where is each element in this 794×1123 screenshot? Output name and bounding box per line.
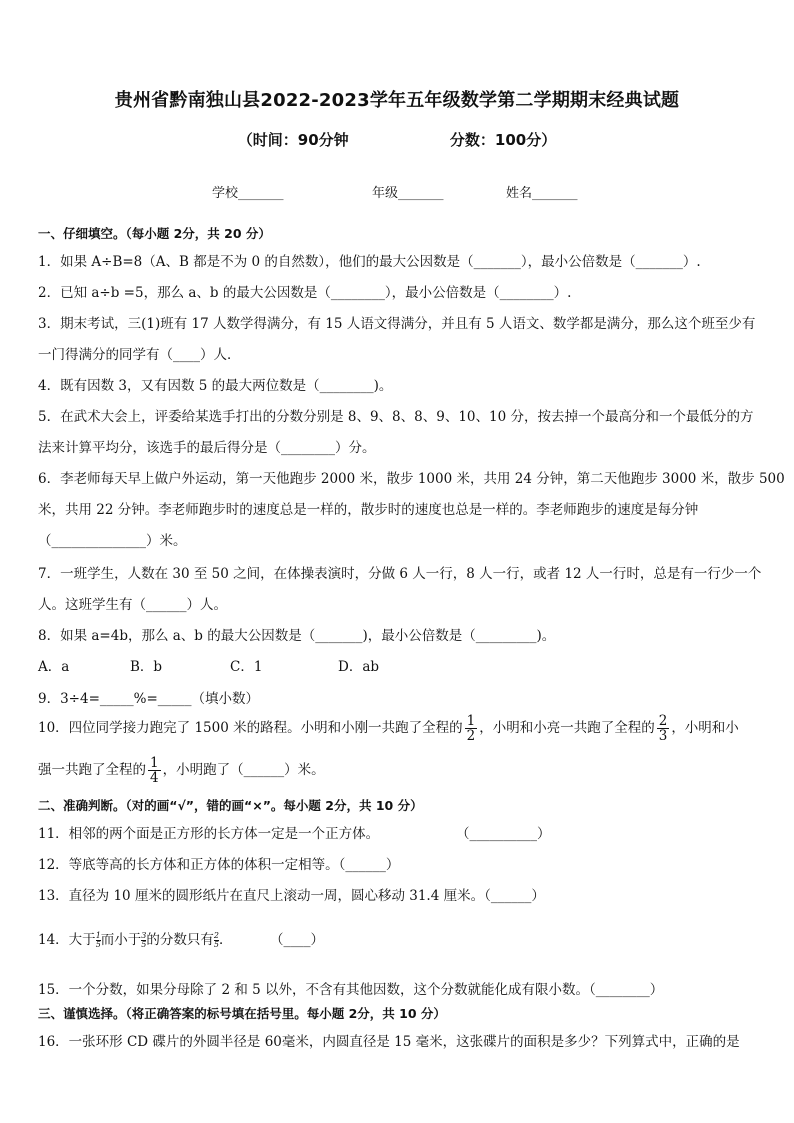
question-16: 16．一张环形 CD 碟片的外圆半径是 60毫米，内圆直径是 15 毫米，这张碟片的面积是多少？下列算式中，正确的是	[38, 1034, 740, 1050]
question-6-line-2: 米，共用 22 分钟。李老师跑步时的速度总是一样的，散步时的速度也总是一样的。李老师跑步的速度是每分钟	[38, 502, 699, 518]
question-10-line-2	[38, 756, 758, 785]
q14-text-1: 14．大于	[38, 932, 96, 948]
question-4: 4．既有因数 3，又有因数 5 的最大两位数是（________)。	[38, 378, 393, 394]
question-6-line-3: （______________）米。	[38, 533, 187, 549]
question-2: 2．已知 a÷b =5，那么 a、b 的最大公因数是（________），最小公倍数是（________）.	[38, 285, 572, 301]
question-12: 12．等底等高的长方体和正方体的体积一定相等。（______）	[38, 857, 400, 873]
exam-title: 贵州省黔南独山县2022-2023学年五年级数学第二学期期末经典试题	[114, 90, 680, 111]
question-6-line-1: 6．李老师每天早上做户外运动，第一天他跑步 2000 米，散步 1000 米，共用 24 分钟，第二天他跑步 3000 米，散步 500	[38, 471, 785, 487]
question-3-line-2: 一门得满分的同学有（____）人．	[38, 347, 241, 363]
question-11	[38, 822, 758, 842]
section-2-heading: 二、准确判断。（对的画“√”，错的画“×”。每小题 2分，共 10 分）	[38, 798, 423, 813]
exam-score: 分数：100分）	[449, 131, 557, 149]
fraction-denominator: 5	[95, 940, 101, 949]
fraction-numerator: 2	[213, 931, 219, 940]
q14-answer-blank: （____）	[270, 932, 324, 948]
fraction-denominator: 4	[150, 770, 159, 787]
question-5-line-1: 5．在武术大会上，评委给某选手打出的分数分别是 8、9、8、8、9、10、10 分，按去掉一个最高分和一个最低分的方	[38, 409, 754, 425]
exam-time: （时间：90分钟	[237, 131, 349, 149]
question-1: 1．如果 A÷B=8（A、B 都是不为 0 的自然数），他们的最大公因数是（_______），最小公倍数是（_______）.	[38, 254, 701, 270]
q10-text-5: ，小明跑了（______）米。	[162, 762, 325, 779]
q11-text: 11．相邻的两个面是正方形的长方体一定是一个正方体。	[38, 826, 380, 842]
fraction-numerator: 1	[95, 931, 101, 940]
question-5-line-2: 法来计算平均分，该选手的最后得分是（________）分。	[38, 440, 376, 456]
q10-text-3: ，小明和小	[671, 720, 739, 737]
question-8: 8．如果 a=4b，那么 a、b 的最大公因数是（_______)，最小公倍数是（_________)。	[38, 628, 556, 644]
question-7-line-2: 人。这班学生有（______）人。	[38, 597, 227, 613]
name-field: 姓名_______	[506, 186, 578, 201]
fraction-one-quarter	[148, 756, 161, 785]
question-13: 13．直径为 10 厘米的圆形纸片在直尺上滚动一周，圆心移动 31.4 厘米。（______）	[38, 888, 545, 904]
fraction-denominator: 2	[466, 728, 476, 745]
q10-text-1: 10．四位同学接力跑完了 1500 米的路程。小明和小刚一共跑了全程的	[38, 720, 463, 737]
q11-answer-blank: （__________）	[456, 826, 551, 842]
option-b: B．b	[130, 659, 163, 675]
fraction-numerator: 1	[466, 713, 476, 729]
question-14	[38, 928, 758, 949]
q14-text-3: 的分数只有	[146, 932, 214, 948]
fraction-one-half	[465, 714, 478, 743]
fraction-numerator: 2	[658, 713, 668, 729]
section-1-heading: 一、仔细填空。（每小题 2分，共 20 分）	[38, 226, 271, 241]
q10-text-2: ，小明和小亮一共跑了全程的	[479, 720, 655, 737]
q10-text-4: 强一共跑了全程的	[38, 762, 146, 779]
fraction-denominator: 3	[658, 728, 668, 745]
section-3-heading: 三、谨慎选择。（将正确答案的标号填在括号里。每小题 2分，共 10 分）	[38, 1006, 446, 1021]
fraction-denominator: 5	[213, 940, 219, 949]
fraction-numerator: 1	[150, 755, 159, 771]
q14-text-2: 而小于	[100, 932, 142, 948]
question-3-line-1: 3．期末考试，三(1)班有 17 人数学得满分，有 15 人语文得满分，并且有 5 人语文、数学都是满分，那么这个班至少有	[38, 316, 756, 332]
option-d: D．ab	[338, 659, 380, 675]
option-a: A．a	[38, 659, 70, 675]
exam-subtitle	[0, 129, 794, 150]
option-c: C．1	[230, 659, 263, 675]
grade-field: 年级_______	[372, 186, 444, 201]
fraction-two-thirds	[657, 714, 670, 743]
q14-text-4: ．	[218, 932, 233, 948]
school-field: 学校_______	[212, 186, 284, 201]
question-7-line-1: 7．一班学生，人数在 30 至 50 之间，在体操表演时，分做 6 人一行，8 人一行，或者 12 人一行时，总是有一行少一个	[38, 566, 762, 582]
question-15: 15．一个分数，如果分母除了 2 和 5 以外，不含有其他因数，这个分数就能化成有限小数。（________）	[38, 982, 664, 998]
fraction-numerator: 3	[141, 931, 147, 940]
question-10-line-1	[38, 714, 758, 743]
fraction-denominator: 5	[141, 940, 147, 949]
question-9: 9．3÷4=_____%=_____（填小数）	[38, 691, 260, 707]
